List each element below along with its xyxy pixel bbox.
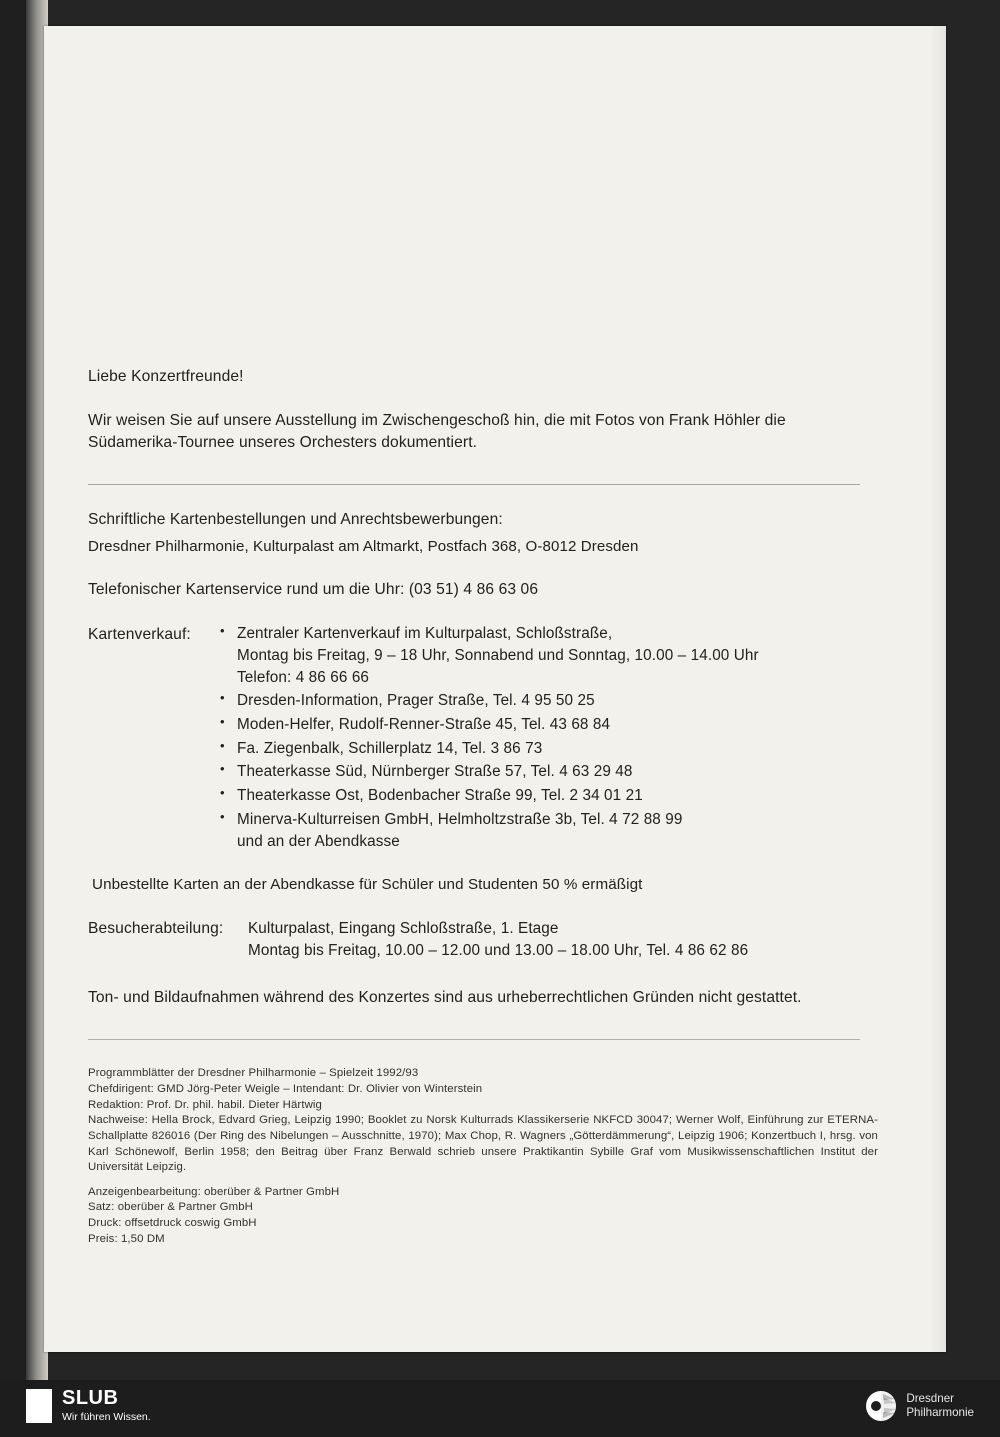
colophon-typesetting: Satz: oberüber & Partner GmbH [88, 1201, 253, 1214]
philharmonie-wordmark [906, 1392, 974, 1421]
list-item [220, 785, 906, 807]
dresdner-philharmonie-logo [865, 1390, 974, 1422]
colophon-line-3: Redaktion: Prof. Dr. phil. habil. Dieter Härtwig [88, 1098, 322, 1111]
exhibition-notice: Wir weisen Sie auf unsere Ausstellung im Zwischengeschoß hin, die mit Fotos von Frank Höhler die Südamerika-Tournee unseres Orchesters dokumentiert. [88, 412, 786, 452]
sales-point-line1: Zentraler Kartenverkauf im Kulturpalast, Schloßstraße, [237, 625, 613, 643]
sales-point-line3: Telefon: 4 86 66 66 [237, 668, 370, 686]
ticket-sales-section [88, 623, 906, 854]
colophon-line-2: Chefdirigent: GMD Jörg-Peter Weigle – Intendant: Dr. Olivier von Winterstein [88, 1083, 483, 1096]
written-orders-title: Schriftliche Kartenbestellungen und Anrechtsbewerbungen: [88, 511, 503, 529]
colophon-ads: Anzeigenbearbeitung: oberüber & Partner GmbH [88, 1185, 340, 1198]
slub-tagline: Wir führen Wissen. [62, 1411, 151, 1423]
page-content [88, 366, 906, 1247]
sales-point-line1: Fa. Ziegenbalk, Schillerplatz 14, Tel. 3 86 73 [237, 739, 543, 757]
list-item [220, 761, 906, 783]
colophon-sources: Nachweise: Hella Brock, Edvard Grieg, Leipzig 1990; Booklet zu Norsk Kulturrads Klassikerserie NKFCD 30047; Werner Wolf, Einführung zur ETERNA-Schallplatte 826016 (Der Ring des Nibelungen – Ausschnitte, 1970); Max Chop, R. Wagners „Götterdämmerung“, Leipzig 1906; Konzertbuch I, hrsg. von Karl Schönewolf, Berlin 1958; den Beitrag über Franz Berwald schrieb unsere Praktikantin Sybille Graf vom Musikwissenschaftlichen Institut der Universität Leipzig. [88, 1114, 878, 1174]
visitors-line-1: Kulturpalast, Eingang Schloßstraße, 1. Etage [248, 919, 559, 937]
sales-point-line1: Dresden-Information, Prager Straße, Tel. 4 95 50 25 [237, 692, 595, 710]
greeting-text: Liebe Konzertfreunde! [88, 368, 244, 385]
recording-ban-text: Ton- und Bildaufnahmen während des Konzertes sind aus urheberrechtlichen Gründen nicht gestattet. [88, 989, 802, 1007]
phone-service-line: Telefonischer Kartenservice rund um die Uhr: (03 51) 4 86 63 06 [88, 580, 539, 598]
philharmonie-line-1: Dresdner [906, 1391, 955, 1405]
ticket-sales-label: Kartenverkauf: [88, 626, 191, 644]
divider-bottom [88, 1039, 860, 1040]
written-orders-address: Dresdner Philharmonie, Kulturpalast am Altmarkt, Postfach 368, O-8012 Dresden [88, 537, 639, 555]
philharmonie-line-2: Philharmonie [906, 1406, 974, 1419]
visitors-department-label: Besucherabteilung: [88, 919, 224, 937]
slub-name: SLUB [62, 1387, 119, 1409]
visitors-department-section [88, 918, 906, 961]
unsold-tickets-note: Unbestellte Karten an der Abendkasse für Schüler und Studenten 50 % ermäßigt [92, 876, 643, 894]
philharmonie-emblem-icon [865, 1390, 897, 1422]
slub-logo [26, 1388, 151, 1423]
sales-point-line1: Moden-Helfer, Rudolf-Renner-Straße 45, Tel. 43 68 84 [237, 716, 611, 733]
list-item [220, 623, 906, 688]
viewer-footer-bar [0, 1380, 1000, 1437]
sales-point-line2: Montag bis Freitag, 9 – 18 Uhr, Sonnabend und Sonntag, 10.00 – 14.00 Uhr [237, 646, 759, 664]
scan-left-gutter [0, 0, 26, 1380]
visitors-department-details [248, 918, 906, 961]
colophon-line-1: Programmblätter der Dresdner Philharmonie – Spielzeit 1992/93 [88, 1067, 419, 1080]
sales-point-line2: und an der Abendkasse [237, 832, 400, 850]
colophon [88, 1066, 878, 1247]
colophon-printing: Druck: offsetdruck coswig GmbH [88, 1217, 257, 1230]
slub-wordmark [62, 1388, 151, 1423]
sales-point-line1: Theaterkasse Ost, Bodenbacher Straße 99, Tel. 2 34 01 21 [237, 787, 643, 805]
list-item [220, 714, 906, 736]
visitors-line-2: Montag bis Freitag, 10.00 – 12.00 und 13.00 – 18.00 Uhr, Tel. 4 86 62 86 [248, 941, 749, 959]
slub-mark-icon [26, 1389, 52, 1423]
sales-point-line1: Theaterkasse Süd, Nürnberger Straße 57, Tel. 4 63 29 48 [237, 763, 633, 781]
colophon-spacer [88, 1176, 878, 1185]
sales-point-line1: Minerva-Kulturreisen GmbH, Helmholtzstraße 3b, Tel. 4 72 88 99 [237, 810, 683, 828]
list-item [220, 738, 906, 760]
divider-top [88, 484, 860, 485]
program-page [44, 26, 946, 1352]
list-item [220, 809, 906, 852]
ticket-sales-list [220, 623, 906, 854]
colophon-price: Preis: 1,50 DM [88, 1232, 165, 1245]
list-item [220, 690, 906, 712]
